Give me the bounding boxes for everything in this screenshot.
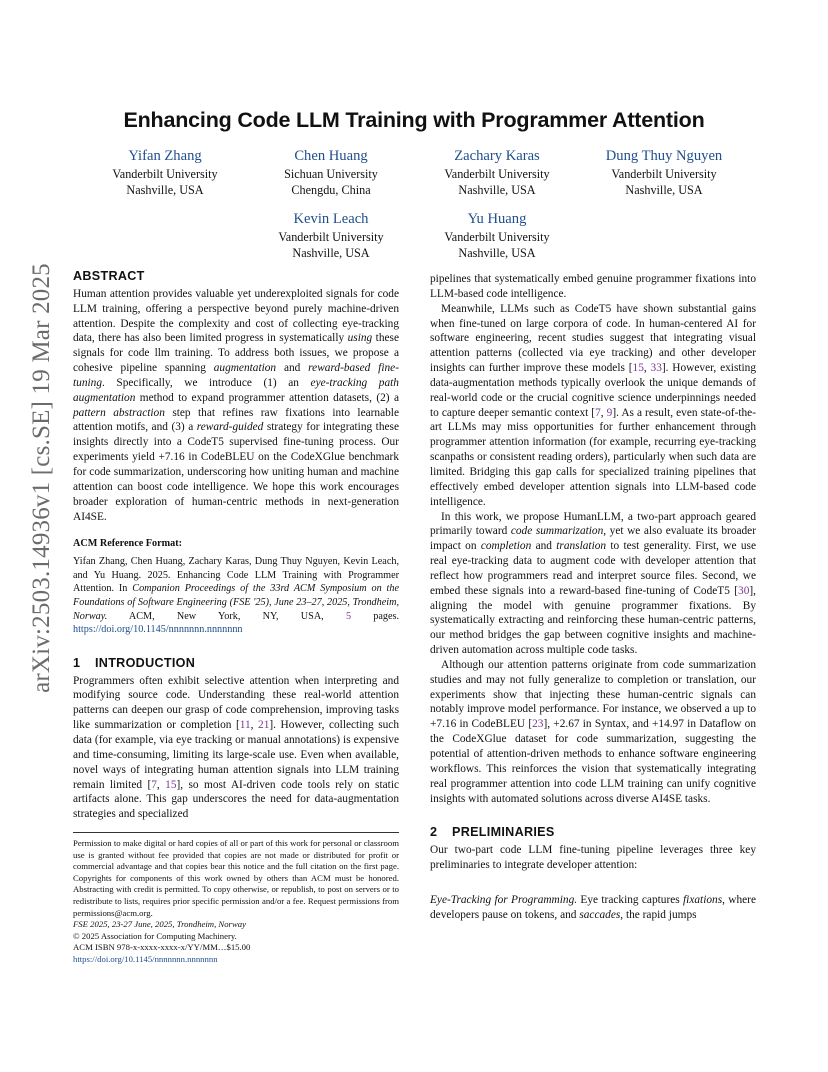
author-location: Nashville, USA bbox=[458, 183, 536, 198]
author-location: Chengdu, China bbox=[291, 183, 371, 198]
abstract-heading: ABSTRACT bbox=[73, 269, 145, 283]
paper-title: Enhancing Code LLM Training with Programmer Attention bbox=[123, 108, 705, 132]
author-affiliation: Vanderbilt University bbox=[278, 230, 384, 244]
left-column bbox=[73, 269, 399, 822]
author-affiliation: Vanderbilt University bbox=[444, 230, 550, 244]
citation-link[interactable]: 21 bbox=[258, 719, 270, 732]
author-block bbox=[574, 147, 754, 199]
author-block bbox=[407, 147, 587, 199]
acm-reference: Yifan Zhang, Chen Huang, Zachary Karas, Dung Thuy Nguyen, Kevin Leach, and Yu Huang. 2025. Enhancing Code LLM Training with Programmer Attention. In Companion Proceedings of the 33rd ACM Symposium on the Foundations of Software Engineering (FSE '25), June 23–27, 2025, Trondheim, Norway. ACM, New York, NY, USA, 5 pages. https://doi.org/10.1145/nnnnnnn.nnnnnnn bbox=[73, 556, 400, 636]
citation-link[interactable]: 15 bbox=[632, 362, 644, 375]
footnote-doi bbox=[73, 954, 399, 966]
right-column bbox=[430, 272, 756, 923]
author-location: Nashville, USA bbox=[458, 246, 536, 261]
author-block bbox=[75, 147, 255, 199]
body-paragraph: Although our attention patterns originate from code summarization studies and may not fully generalize to completion or translation, our experiments show that injecting these human-centric signals can notably improve model performance. For instance, we observed a up to +7.16 in CodeBLEU [23], +2.67 in Syntax, and +14.97 in Dataflow on the CodeXGlue dataset for code summarization, suggesting the potential of attention-driven methods to enhance software engineering workflows. This reinforces the vision that systematically integrating real programmer attention into code LLM training can unify cognitive insights with automated solutions across diverse AI4SE tasks. bbox=[430, 658, 756, 805]
author-name: Kevin Leach bbox=[293, 211, 369, 227]
author-name: Yifan Zhang bbox=[128, 148, 202, 164]
citation-link[interactable]: 15 bbox=[165, 778, 177, 791]
author-name: Yu Huang bbox=[467, 211, 527, 227]
intro-text: Programmers often exhibit selective attention when interpreting and modifying source code. Understanding these real-world attention patterns can deepen our grasp of code comprehension, improving tasks like summarization or completion [11, 21]. However, collecting such data (for example, via eye tracking or manual annotations) is expensive and time-consuming, limiting its large-scale use. Even when available, novel ways of integrating human attention signals into LLM training remain limited [7, 15], so most AI-driven code tools rely on static artifacts alone. This gap underscores the need for data-augmentation strategies and specialized bbox=[73, 674, 400, 821]
author-location: Nashville, USA bbox=[292, 246, 370, 261]
citation-link[interactable]: 7 bbox=[595, 406, 601, 419]
body-paragraph: Meanwhile, LLMs such as CodeT5 have shown substantial gains when fine-tuned on large corpora of code. In human-centered AI for software engineering, recent studies suggest that integrating visual attention patterns (collected via eye tracking) and other developer insights can further improve these models [15, 33]. However, existing data-augmentation methods typically overlook the unique demands of real-world code or the crucial cognitive science underpinnings needed to capture deeper semantic context [7, 9]. As a result, even state-of-the-art LLMs may miss opportunities for further enhancement through programmer attention information (for example, recurring eye-tracking scanpaths or consistent reading orders), particularly when such data are limited. Bridging this gap calls for specialized training pipelines that effectively embed developer attention signals into LLM-based code intelligence. bbox=[430, 302, 757, 508]
author-location: Nashville, USA bbox=[126, 183, 204, 198]
body-paragraph: Our two-part code LLM fine-tuning pipeline leverages three key preliminaries to integrate developer attention: bbox=[430, 844, 756, 872]
doi-link[interactable]: https://doi.org/10.1145/nnnnnnn.nnnnnnn bbox=[73, 624, 243, 636]
author-affiliation: Vanderbilt University bbox=[611, 167, 717, 181]
author-affiliation: Sichuan University bbox=[284, 167, 378, 181]
page-count-link[interactable]: 5 bbox=[345, 610, 352, 622]
author-name: Zachary Karas bbox=[454, 148, 540, 164]
citation-link[interactable]: 30 bbox=[738, 584, 750, 597]
citation-link[interactable]: 33 bbox=[650, 362, 662, 375]
author-block bbox=[407, 210, 587, 262]
copyright-footnote bbox=[73, 838, 399, 966]
author-block bbox=[241, 210, 421, 262]
citation-link[interactable]: 23 bbox=[532, 718, 544, 731]
body-paragraph: In this work, we propose HumanLLM, a two-part approach geared primarily toward code summarization, yet we also evaluate its broader impact on completion and translation to test generality. First, we use real eye-tracking data to augment code with developer attention that reflect how programmers read and interpret source files. Second, we embed these signals into a reward-based fine-tuning of CodeT5 [30], aligning the model with genuine programmer fixations. By systematically extracting and reinforcing these human-centric patterns, our method bridges the gap between cognitive insights and machine-driven automation across multiple code tasks. bbox=[430, 510, 756, 657]
footnote-doi-link[interactable]: https://doi.org/10.1145/nnnnnnn.nnnnnnn bbox=[73, 953, 218, 964]
arxiv-id: arXiv:2503.14936v1 [cs.SE] 19 Mar 2025 bbox=[28, 263, 55, 693]
copyright-line: © 2025 Association for Computing Machinery. bbox=[73, 930, 237, 941]
isbn-line: ACM ISBN 978-x-xxxx-xxxx-x/YY/MM…$15.00 bbox=[73, 942, 251, 953]
author-name: Dung Thuy Nguyen bbox=[605, 148, 723, 164]
abstract-text: Human attention provides valuable yet underexploited signals for code LLM training, offering a perspective beyond purely machine-driven attention. Despite the complexity and cost of collecting eye-tracking data, there has also been limited progress in systematically using these signals for code llm training. To address both issues, we propose a cohesive pipeline spanning augmentation and reward-based fine-tuning. Specifically, we introduce (1) an eye-tracking path augmentation method to expand programmer attention datasets, (2) a pattern abstraction step that refines raw fixations into learnable attention motifs, and (3) a reward-guided strategy for integrating these insights directly into a CodeT5 supervised fine-tuning process. Our experiments yield +7.16 in CodeBLEU on the CodeXGlue benchmark for code summarization, underscoring how uniting human and machine attention can boost code intelligence. We hope this work encourages broader exploration of human-centric methods in next-generation AI4SE. bbox=[73, 287, 399, 523]
author-affiliation: Vanderbilt University bbox=[444, 167, 550, 181]
author-location: Nashville, USA bbox=[625, 183, 703, 198]
body-paragraph: Eye-Tracking for Programming. Eye tracking captures fixations, where developers pause on tokens, and saccades, the rapid jumps bbox=[430, 893, 756, 921]
venue-line: FSE 2025, 23-27 June, 2025, Trondheim, Norway bbox=[73, 919, 246, 930]
body-paragraph: pipelines that systematically embed genuine programmer fixations into LLM-based code intelligence. bbox=[430, 273, 756, 300]
prelim-heading: 2 PRELIMINARIES bbox=[430, 825, 555, 840]
permission-notice: Permission to make digital or hard copies of all or part of this work for personal or classroom use is granted without fee provided that copies are not made or distributed for profit or commercial advantage and that copies bear this notice and the full citation on the first page. Copyrights for components of this work owned by others than ACM must be honored. Abstracting with credit is permitted. To copy otherwise, or republish, to post on servers or to redistribute to lists, requires prior specific permission and/or a fee. Request permissions from permissions@acm.org. bbox=[73, 838, 399, 918]
intro-heading: 1 INTRODUCTION bbox=[73, 655, 196, 670]
author-affiliation: Vanderbilt University bbox=[112, 167, 218, 181]
acm-ref-heading: ACM Reference Format: bbox=[73, 538, 182, 550]
author-name: Chen Huang bbox=[294, 148, 368, 164]
citation-link[interactable]: 11 bbox=[239, 719, 251, 732]
footnote-rule bbox=[73, 832, 399, 833]
citation-link[interactable]: 7 bbox=[151, 778, 157, 791]
author-block bbox=[241, 147, 421, 199]
citation-link[interactable]: 9 bbox=[606, 406, 613, 419]
